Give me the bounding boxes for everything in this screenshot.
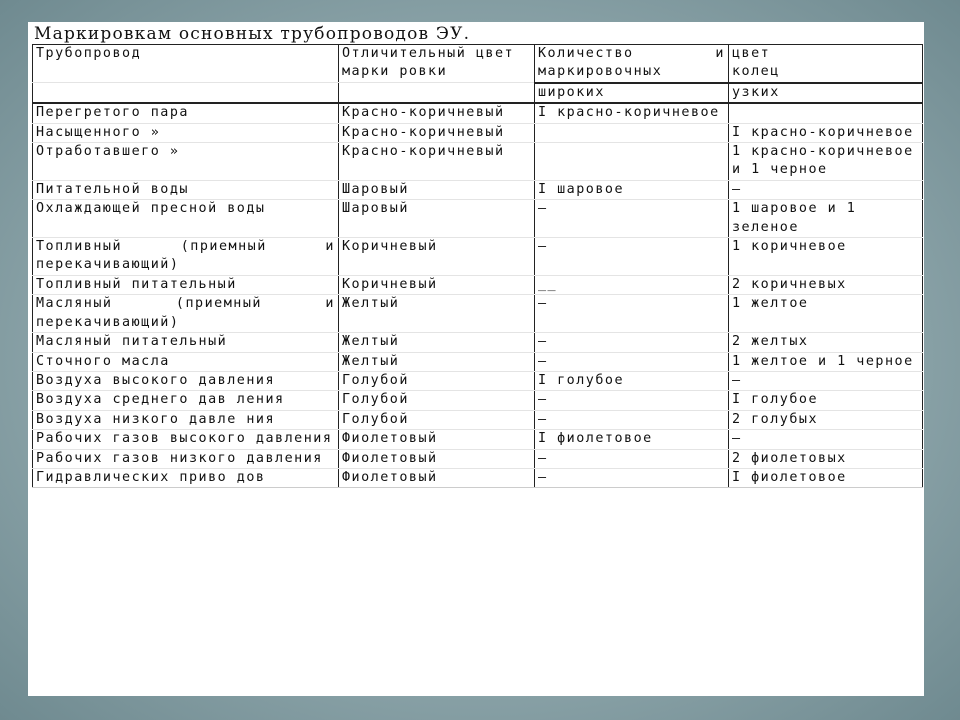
document-page	[28, 22, 924, 696]
cell-narrow-rings: I красно-коричневое	[729, 123, 923, 142]
cell-wide-rings: I красно-коричневое	[535, 103, 729, 123]
cell-narrow-rings: 2 фиолетовых	[729, 449, 923, 468]
cell-wide-rings: —	[535, 449, 729, 468]
table-row	[33, 449, 923, 468]
document-title: Маркировкам основных трубопроводов ЭУ.	[34, 24, 471, 44]
table-row	[33, 295, 923, 333]
cell-narrow-rings: 1 желтое	[729, 295, 923, 333]
cell-narrow-rings: —	[729, 180, 923, 199]
header-mark-color: Отличительный цвет марки ровки	[339, 45, 535, 83]
cell-narrow-rings: I голубое	[729, 391, 923, 410]
cell-mark-color: Коричневый	[339, 275, 535, 294]
cell-narrow-rings: 1 шаровое и 1 зеленое	[729, 200, 923, 238]
cell-mark-color: Фиолетовый	[339, 449, 535, 468]
cell-mark-color: Шаровый	[339, 200, 535, 238]
cell-pipeline: Отработавшего »	[33, 143, 339, 181]
cell-pipeline: Воздуха высокого давления	[33, 371, 339, 390]
cell-wide-rings: __	[535, 275, 729, 294]
table-row	[33, 391, 923, 410]
table-header-row	[33, 45, 923, 83]
cell-narrow-rings: —	[729, 371, 923, 390]
cell-mark-color: Фиолетовый	[339, 468, 535, 487]
cell-mark-color: Фиолетовый	[339, 430, 535, 449]
cell-wide-rings: I фиолетовое	[535, 430, 729, 449]
table-row	[33, 103, 923, 123]
cell-wide-rings: I голубое	[535, 371, 729, 390]
table-row	[33, 430, 923, 449]
header-wide: широких	[535, 83, 729, 103]
cell-wide-rings: —	[535, 468, 729, 487]
cell-pipeline: Рабочих газов высокого давления	[33, 430, 339, 449]
cell-mark-color: Коричневый	[339, 238, 535, 276]
cell-narrow-rings: —	[729, 430, 923, 449]
cell-narrow-rings: 2 желтых	[729, 333, 923, 352]
table-row	[33, 410, 923, 429]
table-row	[33, 275, 923, 294]
cell-pipeline: Насыщенного »	[33, 123, 339, 142]
header-rings-count: Количество и маркировочных	[535, 45, 729, 83]
header-rings-color: цвет колец	[729, 45, 923, 83]
pipeline-marking-table-wrap	[32, 44, 922, 488]
cell-wide-rings: I шаровое	[535, 180, 729, 199]
cell-narrow-rings: 1 желтое и 1 черное	[729, 352, 923, 371]
cell-pipeline: Масляный (приемный и перекачивающий)	[33, 295, 339, 333]
cell-mark-color: Голубой	[339, 391, 535, 410]
cell-wide-rings	[535, 143, 729, 181]
cell-wide-rings	[535, 123, 729, 142]
table-row	[33, 468, 923, 487]
cell-pipeline: Масляный питательный	[33, 333, 339, 352]
cell-narrow-rings: 2 коричневых	[729, 275, 923, 294]
cell-pipeline: Питательной воды	[33, 180, 339, 199]
cell-wide-rings: —	[535, 238, 729, 276]
table-row	[33, 180, 923, 199]
table-row	[33, 123, 923, 142]
table-row	[33, 333, 923, 352]
cell-pipeline: Топливный (приемный и перекачивающий)	[33, 238, 339, 276]
table-row	[33, 238, 923, 276]
cell-wide-rings: —	[535, 333, 729, 352]
cell-wide-rings: —	[535, 410, 729, 429]
pipeline-marking-table	[32, 44, 923, 488]
cell-mark-color: Шаровый	[339, 180, 535, 199]
cell-mark-color: Красно-коричневый	[339, 143, 535, 181]
cell-mark-color: Голубой	[339, 371, 535, 390]
table-row	[33, 371, 923, 390]
cell-wide-rings: —	[535, 200, 729, 238]
cell-pipeline: Рабочих газов низкого давления	[33, 449, 339, 468]
cell-pipeline: Охлаждающей пресной воды	[33, 200, 339, 238]
cell-narrow-rings: I фиолетовое	[729, 468, 923, 487]
cell-pipeline: Сточного масла	[33, 352, 339, 371]
cell-mark-color: Красно-коричневый	[339, 103, 535, 123]
table-subheader-row	[33, 83, 923, 103]
cell-wide-rings: —	[535, 352, 729, 371]
cell-mark-color: Желтый	[339, 295, 535, 333]
cell-pipeline: Топливный питательный	[33, 275, 339, 294]
table-row	[33, 200, 923, 238]
header-pipeline: Трубопровод	[33, 45, 339, 83]
cell-pipeline: Воздуха среднего дав ления	[33, 391, 339, 410]
cell-narrow-rings: 1 коричневое	[729, 238, 923, 276]
header-narrow: узких	[729, 83, 923, 103]
cell-pipeline: Перегретого пара	[33, 103, 339, 123]
cell-pipeline: Гидравлических приво дов	[33, 468, 339, 487]
table-row	[33, 143, 923, 181]
cell-mark-color: Красно-коричневый	[339, 123, 535, 142]
cell-wide-rings: —	[535, 391, 729, 410]
cell-wide-rings: —	[535, 295, 729, 333]
cell-narrow-rings	[729, 103, 923, 123]
table-row	[33, 352, 923, 371]
cell-mark-color: Желтый	[339, 333, 535, 352]
cell-pipeline: Воздуха низкого давле ния	[33, 410, 339, 429]
cell-mark-color: Желтый	[339, 352, 535, 371]
cell-narrow-rings: 2 голубых	[729, 410, 923, 429]
cell-narrow-rings: 1 красно-коричневое и 1 черное	[729, 143, 923, 181]
cell-mark-color: Голубой	[339, 410, 535, 429]
